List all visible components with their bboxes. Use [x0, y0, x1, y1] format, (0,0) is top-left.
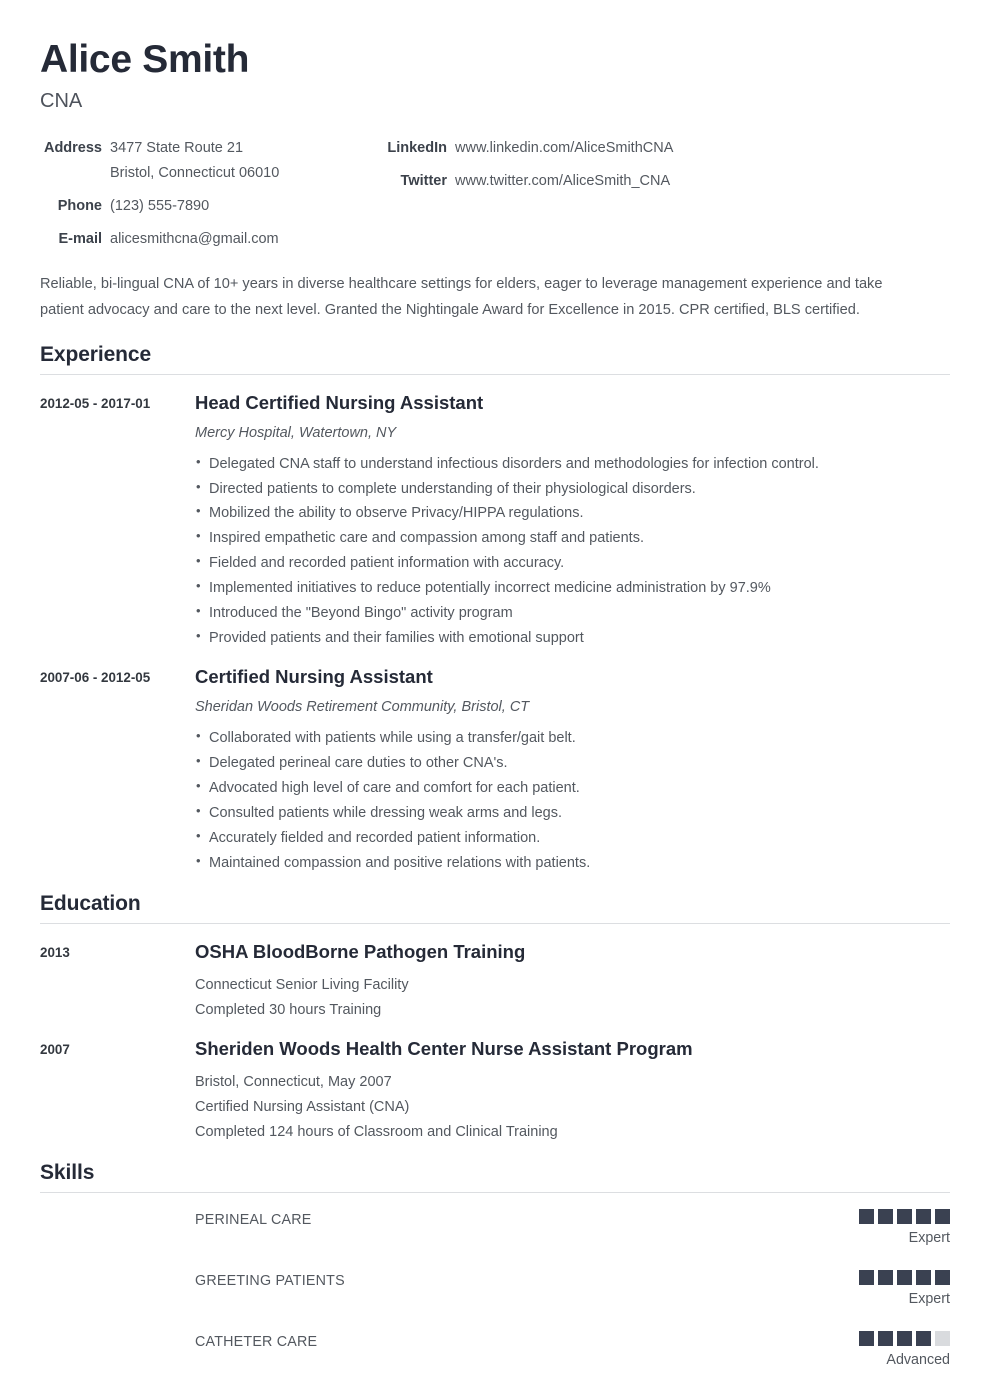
education-date: 2007: [40, 1041, 70, 1057]
section-title-education: Education: [40, 891, 141, 915]
experience-job-title: Certified Nursing Assistant: [195, 666, 433, 688]
list-item: • Provided patients and their families with emotional support: [195, 626, 950, 651]
section-divider: [40, 1192, 950, 1193]
education-program-title: OSHA BloodBorne Pathogen Training: [195, 940, 526, 962]
professional-summary: Reliable, bi-lingual CNA of 10+ years in diverse healthcare settings for elders, eager to leverage management experience and take patient advocacy and care to the next level. Granted the Nightingale Award for Excellence in 2015. CPR certified, BLS certified.: [40, 276, 883, 318]
rating-square-filled: [878, 1270, 893, 1285]
section-divider: [40, 923, 950, 924]
rating-square-filled: [859, 1270, 874, 1285]
contact-label-address: Address: [43, 139, 102, 156]
list-item: • Mobilized the ability to observe Privacy/HIPPA regulations.: [195, 501, 950, 526]
education-program-title: Sheriden Woods Health Center Nurse Assistant Program: [195, 1037, 693, 1059]
skill-rating-squares: [770, 1209, 950, 1224]
contact-label-phone: Phone: [57, 198, 102, 215]
contact-row-phone: [40, 197, 385, 215]
contact-value-email[interactable]: alicesmithcna@gmail.com: [110, 231, 279, 248]
skill-level-label: Expert: [908, 1290, 950, 1307]
education-detail: Completed 30 hours Training: [195, 1001, 382, 1018]
experience-date: 2012-05 - 2017-01: [40, 395, 151, 411]
experience-entry: [40, 665, 950, 876]
education-detail: Completed 124 hours of Classroom and Clinical Training: [195, 1123, 558, 1140]
experience-employer: Sheridan Woods Retirement Community, Bristol, CT: [195, 699, 530, 716]
section-education: [40, 892, 950, 1145]
skills-list: [40, 1209, 950, 1369]
education-body: [195, 940, 950, 1023]
contact-value-linkedin[interactable]: www.linkedin.com/AliceSmithCNA: [455, 139, 674, 156]
list-item: • Directed patients to complete understanding of their physiological disorders.: [195, 477, 950, 502]
contact-label-linkedin: LinkedIn: [387, 139, 447, 156]
skill-rating: [770, 1331, 950, 1369]
rating-square-filled: [897, 1209, 912, 1224]
contact-value-twitter[interactable]: www.twitter.com/AliceSmith_CNA: [455, 173, 671, 190]
education-body: [195, 1037, 950, 1145]
contact-column-left: [40, 139, 385, 249]
rating-square-filled: [916, 1209, 931, 1224]
contact-row-linkedin: [385, 139, 950, 157]
rating-square-empty: [935, 1331, 950, 1346]
skill-row: [40, 1331, 950, 1369]
resume-header: [40, 40, 950, 113]
experience-job-title: Head Certified Nursing Assistant: [195, 391, 484, 413]
skill-level-label: Advanced: [886, 1351, 950, 1368]
rating-square-filled: [897, 1270, 912, 1285]
rating-square-filled: [878, 1331, 893, 1346]
list-item: • Implemented initiatives to reduce potentially incorrect medicine administration by 97.9%: [195, 576, 950, 601]
skill-row: [40, 1209, 950, 1247]
skill-rating-squares: [770, 1270, 950, 1285]
section-experience: [40, 343, 950, 876]
contact-label-email: E-mail: [58, 231, 102, 248]
skill-level-label: Expert: [908, 1229, 950, 1246]
list-item: • Consulted patients while dressing weak arms and legs.: [195, 801, 950, 826]
section-divider: [40, 374, 950, 375]
list-item: • Collaborated with patients while using a transfer/gait belt.: [195, 726, 950, 751]
skill-rating: [770, 1270, 950, 1308]
list-item: • Fielded and recorded patient information with accuracy.: [195, 551, 950, 576]
experience-entry: [40, 391, 950, 651]
contact-label-twitter: Twitter: [400, 173, 447, 190]
experience-bullet-list: [195, 726, 950, 876]
experience-employer: Mercy Hospital, Watertown, NY: [195, 424, 397, 441]
rating-square-filled: [916, 1331, 931, 1346]
experience-date: 2007-06 - 2012-05: [40, 670, 151, 686]
rating-square-filled: [935, 1209, 950, 1224]
list-item: • Advocated high level of care and comfort for each patient.: [195, 776, 950, 801]
skill-row: [40, 1270, 950, 1308]
education-date: 2013: [40, 944, 70, 960]
rating-square-filled: [859, 1209, 874, 1224]
contact-value-phone: (123) 555-7890: [110, 198, 210, 215]
education-entry: [40, 1037, 950, 1145]
contact-row-address: [40, 139, 385, 157]
education-entry: [40, 940, 950, 1023]
contact-column-right: [385, 139, 950, 249]
skill-label: PERINEAL CARE: [195, 1211, 312, 1228]
contact-value-address-line2: Bristol, Connecticut 06010: [110, 165, 280, 182]
rating-square-filled: [878, 1209, 893, 1224]
list-item: • Introduced the "Beyond Bingo" activity program: [195, 601, 950, 626]
list-item: • Delegated perineal care duties to other CNA's.: [195, 751, 950, 776]
rating-square-filled: [897, 1331, 912, 1346]
list-item: • Accurately fielded and recorded patient information.: [195, 826, 950, 851]
rating-square-filled: [935, 1270, 950, 1285]
candidate-name: Alice Smith: [40, 38, 250, 81]
candidate-job-title: CNA: [40, 89, 83, 112]
list-item: • Maintained compassion and positive relations with patients.: [195, 851, 950, 876]
section-title-experience: Experience: [40, 342, 152, 366]
skill-rating-squares: [770, 1331, 950, 1346]
education-detail: Connecticut Senior Living Facility: [195, 976, 409, 993]
skill-label: GREETING PATIENTS: [195, 1272, 345, 1289]
education-detail: Certified Nursing Assistant (CNA): [195, 1098, 410, 1115]
section-title-skills: Skills: [40, 1160, 95, 1184]
education-detail: Bristol, Connecticut, May 2007: [195, 1073, 392, 1090]
contact-block: [40, 139, 950, 249]
rating-square-filled: [916, 1270, 931, 1285]
experience-body: [195, 391, 950, 651]
contact-value-address: 3477 State Route 21: [110, 139, 244, 156]
list-item: • Delegated CNA staff to understand infectious disorders and methodologies for infection control.: [195, 452, 950, 477]
contact-row-email: [40, 230, 385, 248]
skill-label: CATHETER CARE: [195, 1333, 318, 1350]
experience-bullet-list: [195, 452, 950, 652]
list-item: • Inspired empathetic care and compassion among staff and patients.: [195, 526, 950, 551]
section-skills: [40, 1161, 950, 1369]
experience-body: [195, 665, 950, 876]
rating-square-filled: [859, 1331, 874, 1346]
contact-row-twitter: [385, 172, 950, 190]
skill-rating: [770, 1209, 950, 1247]
